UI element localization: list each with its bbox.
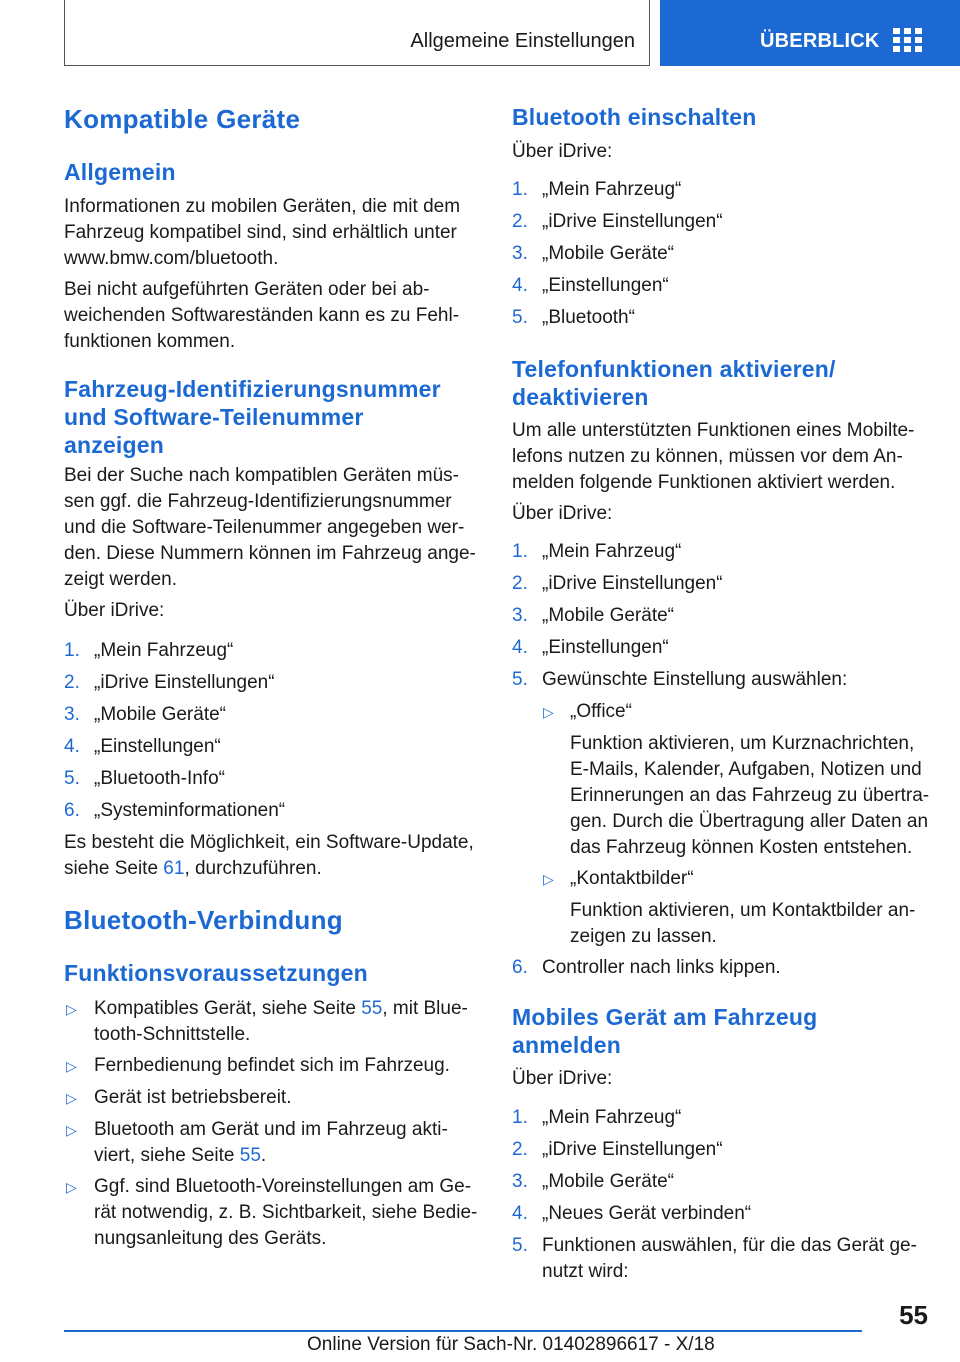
step-number: 2. [512, 1139, 528, 1160]
requirement-line: Fernbedienung befindet sich im Fahrzeug. [94, 1055, 450, 1076]
step-number: 5. [512, 307, 528, 328]
bullet-triangle-icon: ▷ [66, 1122, 77, 1138]
text-fragment: Kompatibles Gerät, siehe Seite [94, 998, 362, 1019]
heading-kompatible-geraete: Kompatible Geräte [64, 104, 301, 134]
step-number: 2. [64, 672, 80, 693]
step-text: Controller nach links kippen. [542, 957, 781, 978]
step-number: 1. [512, 1107, 528, 1128]
option-desc-line: gen. Durch die Übertragung aller Daten an [570, 811, 929, 832]
step-text: „Mein Fahrzeug“ [542, 179, 682, 200]
heading-bluetooth-einschalten: Bluetooth einschalten [512, 104, 757, 130]
bullet-triangle-icon: ▷ [66, 1090, 77, 1106]
heading-fin-line: und Software-Teilenummer [64, 404, 364, 430]
option-title-kontaktbilder: „Kontaktbilder“ [570, 868, 694, 889]
step-text: „iDrive Einstellungen“ [94, 672, 275, 693]
option-desc-line: Funktion aktivieren, um Kontaktbilder an‐ [570, 900, 916, 921]
page-link-55[interactable]: 55 [239, 1145, 261, 1166]
step-text: „iDrive Einstellungen“ [542, 211, 723, 232]
heading-funktionsvoraussetzungen: Funktionsvoraussetzungen [64, 960, 368, 986]
paragraph-line: melden folgende Funktionen aktiviert werden. [512, 472, 896, 493]
step-number: 4. [512, 637, 528, 658]
step-number: 2. [512, 211, 528, 232]
step-number: 5. [64, 768, 80, 789]
requirement-line [94, 1143, 266, 1169]
step-number: 3. [64, 704, 80, 725]
page-link-55[interactable]: 55 [361, 998, 383, 1019]
step-text: „Neues Gerät verbinden“ [542, 1203, 752, 1224]
heading-allgemein: Allgemein [64, 159, 176, 185]
step-text: „Mein Fahrzeug“ [542, 1107, 682, 1128]
option-desc-line: E-Mails, Kalender, Aufgaben, Notizen und [570, 759, 922, 780]
step-text: „Mobile Geräte“ [542, 1171, 674, 1192]
step-text: Gewünschte Einstellung auswählen: [542, 669, 848, 690]
text-fragment: viert, siehe Seite [94, 1145, 240, 1166]
step-number: 4. [512, 275, 528, 296]
requirement-line [94, 996, 468, 1022]
step-text: „Systeminformationen“ [94, 800, 286, 821]
heading-anmelden-line: Mobiles Gerät am Fahrzeug [512, 1004, 818, 1030]
update-line-1: Es besteht die Möglichkeit, ein Software-Update, [64, 832, 474, 853]
paragraph-line: www.bmw.com/bluetooth. [64, 248, 279, 269]
step-text: „Mein Fahrzeug“ [94, 640, 234, 661]
step-number: 3. [512, 1171, 528, 1192]
step-text: „Mobile Geräte“ [542, 605, 674, 626]
heading-bluetooth-verbindung: Bluetooth-Verbindung [64, 905, 343, 935]
paragraph-line: weichenden Softwareständen kann es zu Fehl‐ [64, 305, 460, 326]
bullet-triangle-icon: ▷ [543, 871, 554, 887]
requirement-line: Gerät ist betriebsbereit. [94, 1087, 292, 1108]
overview-tab[interactable] [660, 0, 960, 66]
step-number: 3. [512, 605, 528, 626]
step-number: 6. [64, 800, 80, 821]
heading-telefonfunktionen-line: deaktivieren [512, 384, 649, 410]
requirement-line: tooth-Schnittstelle. [94, 1024, 251, 1045]
step-text: „Bluetooth“ [542, 307, 635, 328]
paragraph-line: Um alle unterstützten Funktionen eines Mobilte‐ [512, 420, 915, 441]
step-text-continued: nutzt wird: [542, 1261, 629, 1282]
step-number: 4. [512, 1203, 528, 1224]
requirement-line: Bluetooth am Gerät und im Fahrzeug akti‐ [94, 1119, 448, 1140]
paragraph-line: lefons nutzen zu können, müssen vor dem An‐ [512, 446, 903, 467]
option-title-office: „Office“ [570, 701, 632, 722]
step-number: 4. [64, 736, 80, 757]
option-desc-line: das Fahrzeug können Kosten entstehen. [570, 837, 913, 858]
heading-fin-line: Fahrzeug-Identifizierungsnummer [64, 376, 441, 402]
text-fragment: , mit Blue‐ [382, 998, 468, 1019]
requirement-line: nungsanleitung des Geräts. [94, 1228, 327, 1249]
step-number: 2. [512, 573, 528, 594]
ueber-idrive-label: Über iDrive: [64, 600, 165, 621]
option-desc-line: zeigen zu lassen. [570, 926, 717, 947]
paragraph-line: Informationen zu mobilen Geräten, die mit dem [64, 196, 461, 217]
requirement-line: rät notwendig, z. B. Sichtbarkeit, siehe Bedie‐ [94, 1202, 478, 1223]
text-fragment: , durchzuführen. [184, 858, 322, 879]
step-number: 3. [512, 243, 528, 264]
paragraph-line: zeigt werden. [64, 569, 178, 590]
step-number: 1. [512, 541, 528, 562]
bullet-triangle-icon: ▷ [66, 1001, 77, 1017]
page-link-61[interactable]: 61 [163, 858, 185, 879]
step-text: „Einstellungen“ [94, 736, 221, 757]
step-text: „Mobile Geräte“ [94, 704, 226, 725]
bullet-triangle-icon: ▷ [543, 704, 554, 720]
page-number: 55 [899, 1300, 928, 1330]
paragraph-line: sen ggf. die Fahrzeug-Identifizierungsnummer [64, 491, 452, 512]
bullet-triangle-icon: ▷ [66, 1058, 77, 1074]
option-desc-line: Erinnerungen an das Fahrzeug zu übertra‐ [570, 785, 930, 806]
heading-telefonfunktionen-line: Telefonfunktionen aktivieren/ [512, 356, 836, 382]
step-text: „iDrive Einstellungen“ [542, 1139, 723, 1160]
text-fragment: siehe Seite [64, 858, 164, 879]
ueber-idrive-label: Über iDrive: [512, 503, 613, 524]
text-fragment: . [260, 1145, 267, 1166]
overview-tab-label: ÜBERBLICK [760, 30, 880, 52]
footer-divider [64, 1330, 862, 1332]
header-section-title: Allgemeine Einstellungen [410, 30, 635, 52]
paragraph-line: Fahrzeug kompatibel sind, sind erhältlich unter [64, 222, 457, 243]
paragraph-line: funktionen kommen. [64, 331, 236, 352]
step-number: 5. [512, 669, 528, 690]
step-text: „Einstellungen“ [542, 637, 669, 658]
ueber-idrive-label: Über iDrive: [512, 141, 613, 162]
header-section-box [64, 0, 650, 66]
step-number: 1. [512, 179, 528, 200]
step-number: 6. [512, 957, 528, 978]
update-line-2 [64, 856, 322, 882]
requirement-line: Ggf. sind Bluetooth-Voreinstellungen am Ge‐ [94, 1176, 472, 1197]
step-text: Funktionen auswählen, für die das Gerät ge‐ [542, 1235, 917, 1256]
ueber-idrive-label: Über iDrive: [512, 1068, 613, 1089]
step-number: 5. [512, 1235, 528, 1256]
step-text: „Mobile Geräte“ [542, 243, 674, 264]
option-desc-line: Funktion aktivieren, um Kurznachrichten, [570, 733, 915, 754]
paragraph-line: den. Diese Nummern können im Fahrzeug ange‐ [64, 543, 476, 564]
paragraph-line: Bei der Suche nach kompatiblen Geräten müs‐ [64, 465, 459, 486]
step-text: „Bluetooth-Info“ [94, 768, 225, 789]
heading-fin-line: anzeigen [64, 432, 165, 458]
paragraph-line: und die Software-Teilenummer angegeben wer‐ [64, 517, 465, 538]
footer-online-version: Online Version für Sach-Nr. 01402896617 - X/18 [307, 1334, 715, 1355]
grid-icon [893, 28, 923, 52]
step-text: „Einstellungen“ [542, 275, 669, 296]
bullet-triangle-icon: ▷ [66, 1179, 77, 1195]
heading-anmelden-line: anmelden [512, 1032, 621, 1058]
step-text: „Mein Fahrzeug“ [542, 541, 682, 562]
paragraph-line: Bei nicht aufgeführten Geräten oder bei ab‐ [64, 279, 430, 300]
step-number: 1. [64, 640, 80, 661]
step-text: „iDrive Einstellungen“ [542, 573, 723, 594]
